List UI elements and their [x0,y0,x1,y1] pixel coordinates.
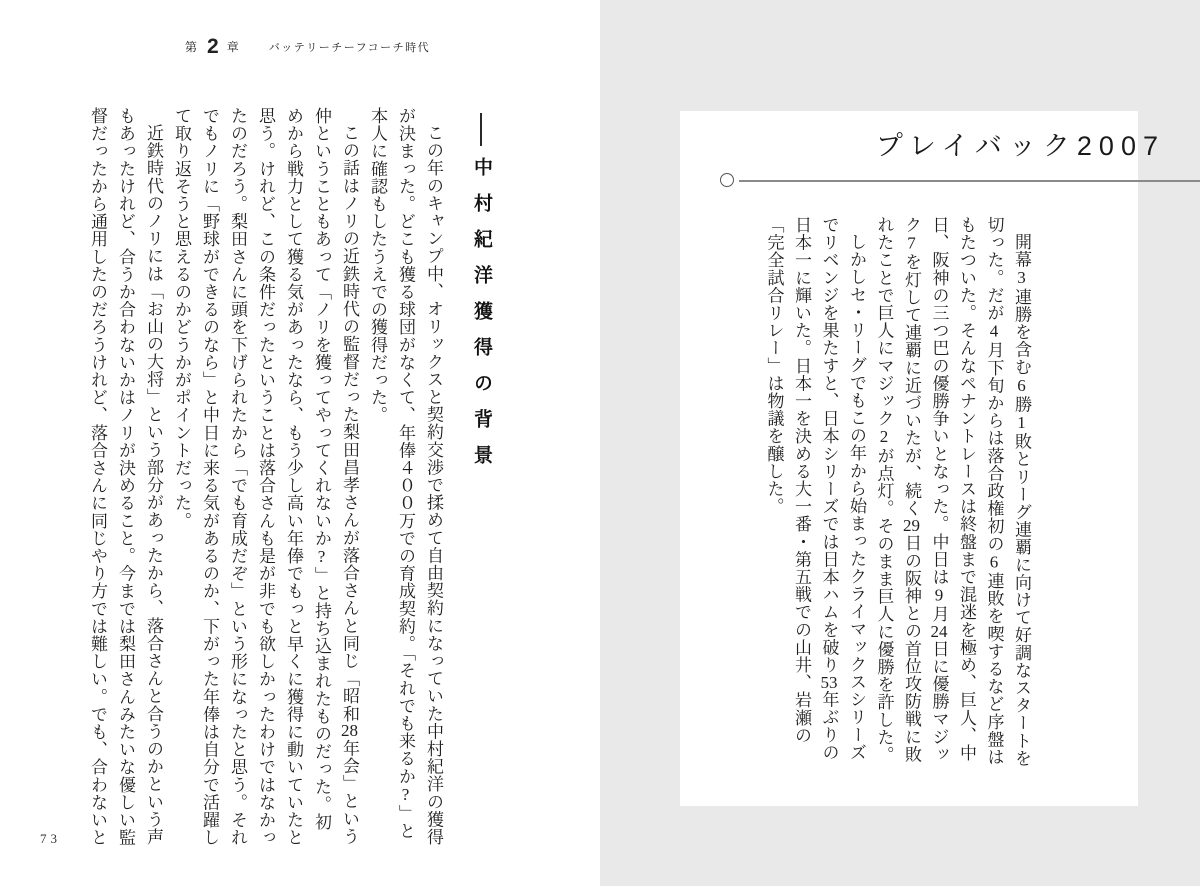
playback-title: プレイバック2007 [875,131,1165,161]
chapter-title: バッテリーチーフコーチ時代 [268,41,431,54]
paragraph: 開幕3連勝を含む6勝1敗とリーグ連覇に向けて好調なスタートを切った。だが4月下旬からは落合政権初の6連敗を喫するなど序盤はもたついた。そんなペナントレースは終盤まで混迷を極め、巨人、中日、阪神の三つ巴の優勝争いとなった。中日は9月24日に優勝マジック7を灯して連覇に近づいたが、続く29日の阪神との首位攻防戦に敗れたことで巨人にマジック2が点灯。そのまま巨人に優勝を許した。 [874,216,1031,767]
heading-dash [480,113,482,146]
chapter-prefix: 第 [185,40,200,54]
chapter-number: 2 [207,35,219,58]
title-rule-circle [720,173,734,187]
section-heading [466,113,496,481]
chapter-suffix: 章 [226,40,241,54]
paragraph: しかしセ・リーグでもこの年から始まったクライマックスシリーズでリベンジを果たすと、日本シリーズでは日本ハムを破り53年ぶりの日本一に輝いた。日本一を決める大一番・第五戦での山井、岩瀬の「完全試合リレー」は物議を醸した。 [764,216,866,762]
right-page [600,0,1200,886]
paragraph: この話はノリの近鉄時代の監督だった梨田昌孝さんが落合さんと同じ「昭和28年会」という仲ということもあって「ノリを獲ってやってくれないか?」と持ち込まれたものだった。初めから戦力として獲る気があったなら、もう少し高い年俸でもっと早くに獲得に動いていたと思う。けれど、この条件だったということは落合さんも是が非でも欲しかったわけではなかったのだろう。梨田さんに頭を下げられたから「でも育成だぞ」という形になったと思う。それでもノリに「野球ができるのなら」と中日に来る気があるのか、下がった年俸は自分で活躍して取り返そうと思えるのかどうかがポイントだった。 [172,107,359,847]
chapter-header [185,36,430,57]
paragraph: この年のキャンプ中、オリックスと契約交渉で揉めて自由契約になっていた中村紀洋の獲得が決まった。どこも獲る球団がなくて、年俸４００万での育成契約。「それでも来るか?」と本人に確認もしたうえでの獲得だった。 [368,107,443,846]
right-body-text [760,216,1035,769]
section-heading-text: 中村紀洋獲得の背景 [471,157,492,481]
left-body-text [83,107,447,847]
title-rule [739,180,1200,182]
page-number: 73 [40,831,61,846]
paragraph: 近鉄時代のノリには「お山の大将」という部分があったから、落合さんと合うのかという声もあったけれど、合うか合わないかはノリが決めること。今までは梨田さんみたいな優しい監督だったから通用したのだろうけれど、落合さんに同じやり方では難しい。でも、合わないと [88,107,163,847]
